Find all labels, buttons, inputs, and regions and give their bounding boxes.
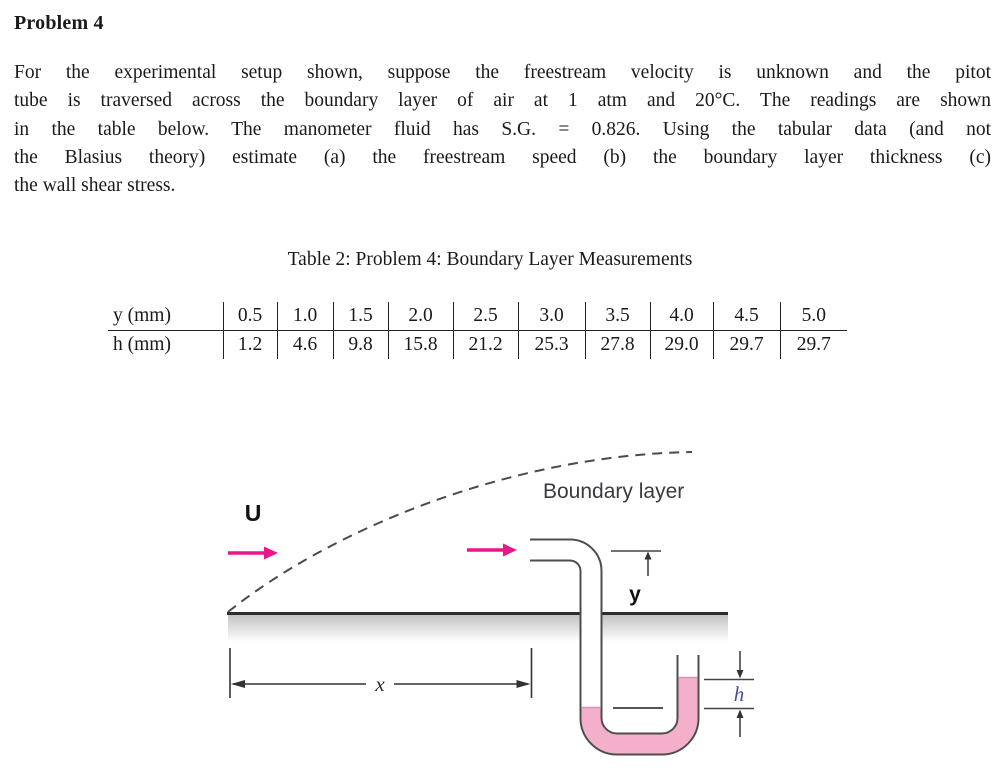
boundary-layer-dashed-curve [228, 452, 692, 612]
flow-arrow-left [228, 547, 278, 560]
boundary-layer-label: Boundary layer [543, 480, 685, 503]
measurements-table [108, 302, 847, 359]
flat-plate [228, 615, 728, 642]
flow-arrow-right [467, 544, 517, 557]
y-value-cell: 4.5 [713, 302, 780, 331]
h-dimension-label: h [733, 682, 745, 706]
freestream-velocity-label: U [244, 500, 262, 526]
y-value-cell: 0.5 [223, 302, 277, 331]
h-value-cell: 9.8 [333, 331, 388, 360]
x-left-arrowhead [231, 680, 245, 688]
y-value-cell: 3.0 [518, 302, 585, 331]
x-right-arrowhead [517, 680, 531, 688]
statement-line: the wall shear stress. [14, 175, 176, 197]
y-value-cell: 1.0 [277, 302, 333, 331]
y-value-cell: 2.5 [453, 302, 518, 331]
h-down-arrowhead [737, 670, 744, 679]
h-dimension-marker [704, 651, 754, 737]
h-value-cell: 29.7 [796, 334, 831, 355]
table-row-y [108, 302, 847, 331]
h-up-arrowhead [737, 710, 744, 719]
h-value-cell: 25.3 [518, 331, 585, 360]
h-value-cell: 27.8 [585, 331, 650, 360]
table-row-h [108, 331, 847, 360]
statement-line: the Blasius theory) estimate (a) the freestream speed (b) the boundary layer thickness (c) [14, 146, 991, 168]
problem-statement [14, 59, 991, 200]
y-value-cell: 4.0 [650, 302, 713, 331]
y-dimension-marker [611, 551, 661, 576]
y-dimension-arrowhead [645, 552, 652, 560]
problem-title: Problem 4 [14, 12, 104, 34]
x-dimension-label: x [375, 672, 385, 696]
boundary-layer-figure [0, 430, 1004, 774]
y-value-cell: 2.0 [388, 302, 453, 331]
h-value-cell: 21.2 [453, 331, 518, 360]
h-value-cell: 1.2 [223, 331, 277, 360]
y-value-cell: 5.0 [780, 302, 847, 331]
measurements-table-wrap [108, 302, 847, 359]
row-label-y: y (mm) [108, 302, 223, 331]
table-caption: Table 2: Problem 4: Boundary Layer Measurements [287, 249, 693, 270]
y-value-cell: 3.5 [585, 302, 650, 331]
tube-wall-outer [530, 561, 699, 755]
y-dimension-label: y [629, 583, 641, 606]
pitot-tube-bore [530, 550, 688, 744]
h-value-cell: 4.6 [277, 331, 333, 360]
h-value-cell: 29.0 [650, 331, 713, 360]
h-value-cell: 29.7 [713, 331, 780, 360]
h-value-cell: 15.8 [388, 331, 453, 360]
row-label-h: h (mm) [108, 331, 223, 360]
statement-line: For the experimental setup shown, suppose the freestream velocity is unknown and the pitot [14, 62, 991, 83]
statement-line: in the table below. The manometer fluid has S.G. = 0.826. Using the tabular data (and not [14, 118, 991, 140]
statement-line: tube is traversed across the boundary layer of air at 1 atm and 20°C. The readings are shown [14, 90, 991, 112]
y-value-cell: 1.5 [333, 302, 388, 331]
